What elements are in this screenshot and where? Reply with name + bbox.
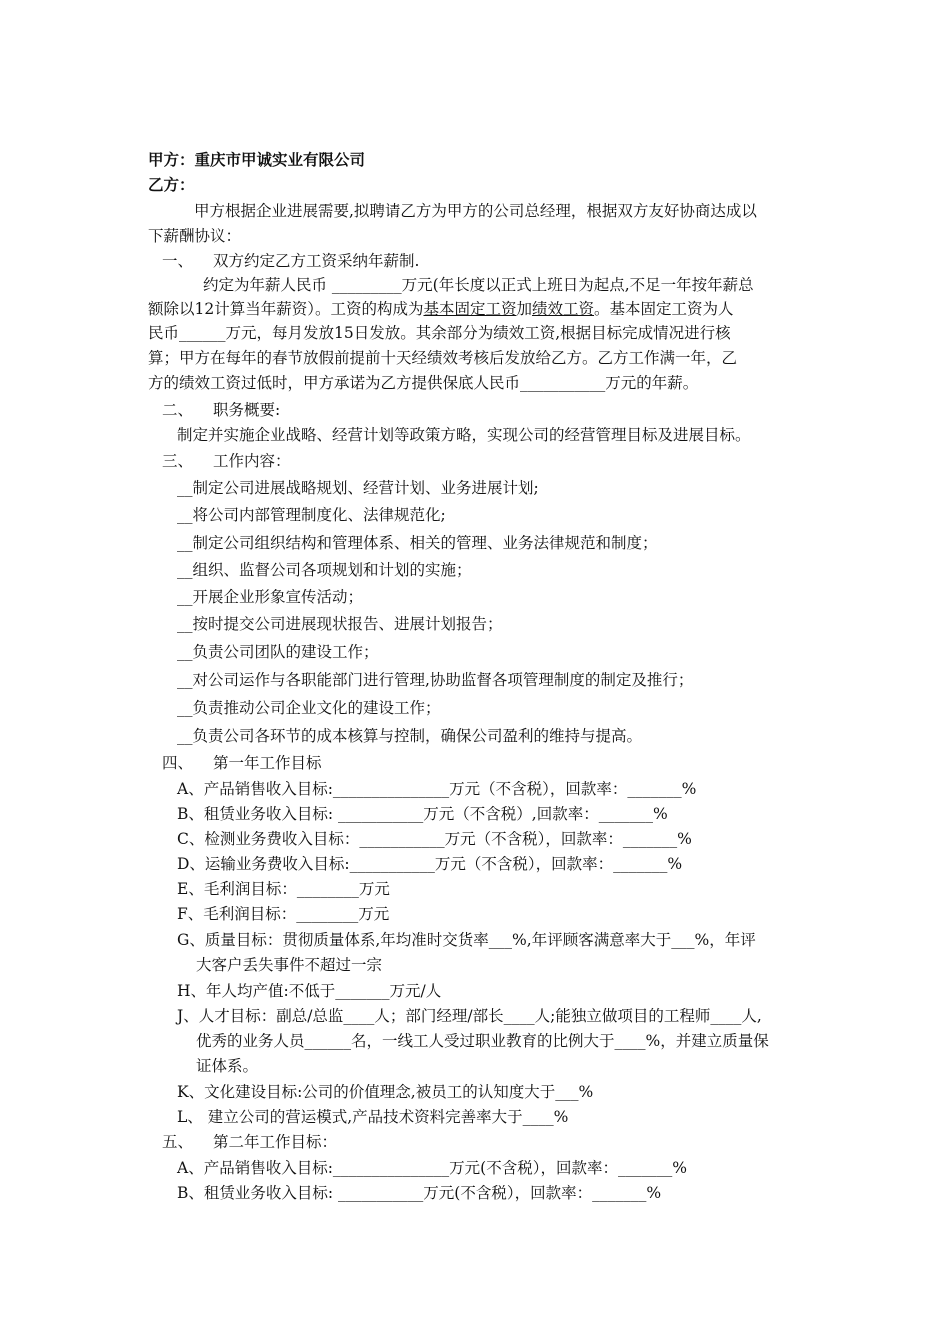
- section-5-number: 五、: [162, 1133, 194, 1151]
- section-1-title: 双方约定乙方工资采纳年薪制.: [213, 252, 420, 270]
- list-item: __负责推动公司企业文化的建设工作；: [177, 699, 441, 717]
- intro-line-1: 甲方根据企业进展需要,拟聘请乙方为甲方的公司总经理，根据双方友好协商达成以: [194, 202, 757, 220]
- intro-line-2: 下薪酬协议：: [148, 227, 242, 245]
- list-item: __组织、监督公司各项规划和计划的实施；: [177, 561, 472, 579]
- section-1-line-3: 民币______万元，每月发放15日发放。其余部分为绩效工资,根据目标完成情况进行核: [148, 324, 731, 342]
- target-b: B、租赁业务收入目标: ___________万元（不含税）,回款率：_______%: [177, 805, 668, 823]
- section-4-number: 四、: [162, 754, 194, 772]
- list-item: __制定公司进展战略规划、经营计划、业务进展计划;: [177, 479, 539, 497]
- party-a-line: 甲方：重庆市甲诚实业有限公司: [148, 151, 366, 169]
- section-1-line-4: 算；甲方在每年的春节放假前提前十天经绩效考核后发放给乙方。乙方工作满一年，乙: [148, 349, 738, 367]
- list-item: __对公司运作与各职能部门进行管理,协助监督各项管理制度的制定及推行；: [177, 671, 694, 689]
- section-1-number: 一、: [162, 252, 194, 270]
- performance-salary-term: 绩效工资: [532, 300, 595, 318]
- list-item: __将公司内部管理制度化、法律规范化;: [177, 506, 446, 524]
- party-b-line: 乙方：: [148, 176, 195, 194]
- list-item: __负责公司各环节的成本核算与控制，确保公司盈利的维持与提高。: [177, 727, 643, 745]
- base-salary-term: 基本固定工资: [423, 300, 517, 318]
- list-item: __按时提交公司进展现状报告、进展计划报告；: [177, 615, 503, 633]
- section-1-line-5: 方的绩效工资过低时，甲方承诺为乙方提供保底人民币___________万元的年薪。: [148, 374, 699, 392]
- target-l: L、 建立公司的营运模式,产品技术资料完善率大于____%: [177, 1108, 569, 1126]
- list-item: __开展企业形象宣传活动；: [177, 588, 364, 606]
- target-d: D、运输业务费收入目标:___________万元（不含税），回款率：_______%: [177, 855, 683, 873]
- section-3-title: 工作内容：: [213, 452, 291, 470]
- list-item: __制定公司组织结构和管理体系、相关的管理、业务法律规范和制度；: [177, 534, 658, 552]
- section-4-title: 第一年工作目标: [213, 754, 322, 772]
- year2-target-b: B、租赁业务收入目标: ___________万元(不含税），回款率：_______%: [177, 1184, 662, 1202]
- target-g-line-2: 大客户丢失事件不超过一宗: [196, 956, 383, 974]
- target-g-line-1: G、质量目标：贯彻质量体系,年均准时交货率___%,年评顾客满意率大于___%，年评: [177, 931, 756, 949]
- list-item: __负责公司团队的建设工作；: [177, 643, 379, 661]
- target-h: H、年人均产值:不低于_______万元/人: [177, 982, 442, 1000]
- target-k: K、文化建设目标:公司的价值理念,被员工的认知度大于___%: [177, 1083, 594, 1101]
- target-j-line-2: 优秀的业务人员______名，一线工人受过职业教育的比例大于____%，并建立质量保: [196, 1032, 769, 1050]
- section-2-number: 二、: [162, 401, 194, 419]
- section-2-body: 制定并实施企业战略、经营计划等政策方略，实现公司的经营管理目标及进展目标。: [177, 426, 751, 444]
- salary-structure-text: 额除以12计算当年薪资）。工资的构成为: [148, 300, 424, 318]
- section-3-number: 三、: [162, 452, 194, 470]
- target-j-line-3: 证体系。: [196, 1057, 259, 1075]
- section-5-title: 第二年工作目标：: [213, 1133, 338, 1151]
- salary-structure-conjunction: 加: [516, 300, 533, 318]
- section-2-title: 职务概要:: [213, 401, 281, 419]
- salary-structure-end: 。基本固定工资为人: [594, 300, 734, 318]
- section-1-line-2: [148, 298, 734, 320]
- target-e: E、毛利润目标：________万元: [177, 880, 390, 898]
- section-1-line-1: 约定为年薪人民币 _________万元(年长度以正式上班日为起点,不足一年按年薪总: [203, 276, 754, 294]
- target-a: A、产品销售收入目标:_______________万元（不含税），回款率：_______%: [177, 780, 697, 798]
- year2-target-a: A、产品销售收入目标:_______________万元(不含税），回款率：_______%: [177, 1159, 687, 1177]
- target-c: C、检测业务费收入目标：___________万元（不含税），回款率：_______%: [177, 830, 692, 848]
- target-j-line-1: J、人才目标：副总/总监____人；部门经理/部长____人;能独立做项目的工程师____人,: [177, 1007, 762, 1025]
- target-f: F、毛利润目标：________万元: [177, 905, 390, 923]
